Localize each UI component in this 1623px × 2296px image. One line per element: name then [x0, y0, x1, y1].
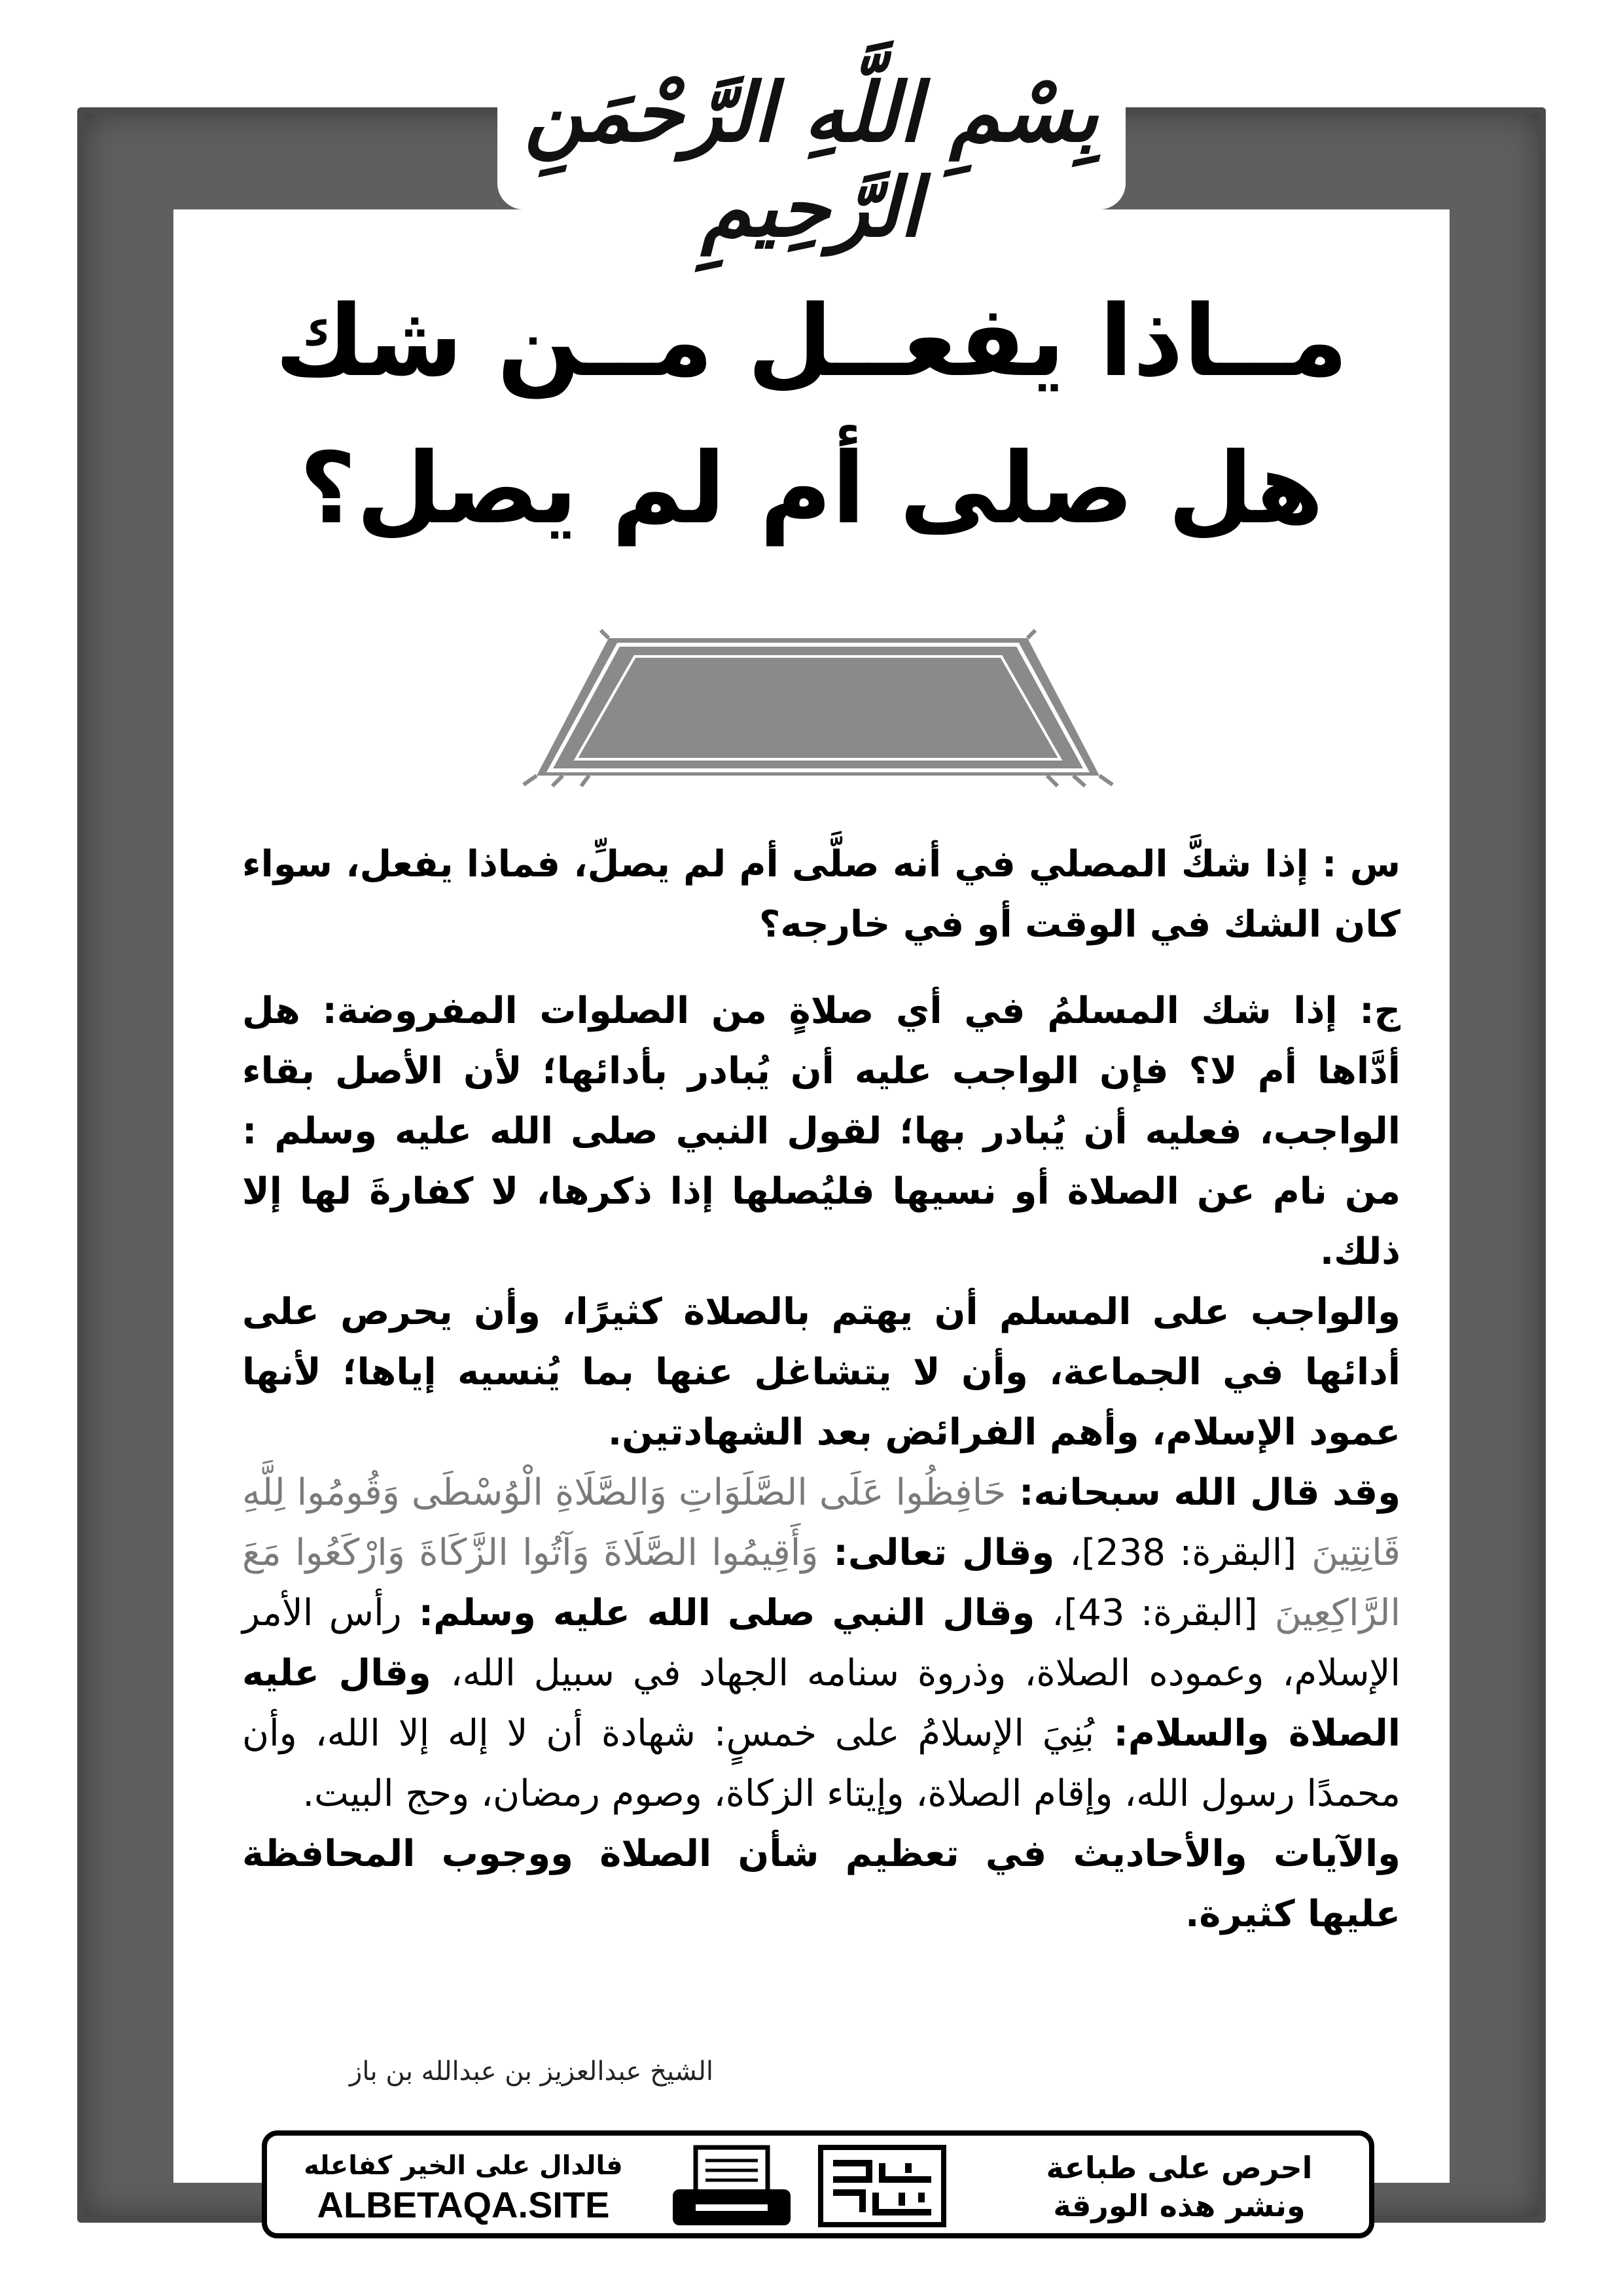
- answer-paragraph-1: [242, 981, 1400, 1282]
- logo-text: دعوة الورقة: [882, 2188, 885, 2189]
- footer-banner: [262, 2130, 1374, 2238]
- answer-text-1: إذا شك المسلمُ في أي صلاةٍ من الصلوات المفروضة: هل أدَّاها أم لا؟ فإن الواجب عليه أن يُبادر بأدائها؛ لأن الأصل بقاء الواجب، فعليه أن يُبادر بها؛ لقول النبي صلى الله عليه وسلم : من نام عن الصلاة أو نسيها فليُصلها إذا ذكرها، لا كفارةَ لها إلا ذلك.: [242, 990, 1400, 1273]
- title-line-1: مــاذا يفعــل مــن شك: [275, 285, 1348, 399]
- footer-note-line-2: ونشر هذه الورقة: [1053, 2188, 1306, 2223]
- prayer-rug-icon: [510, 625, 1126, 789]
- quote-intro: وقد قال الله سبحانه:: [1019, 1471, 1401, 1514]
- footer-slogan: فالدال على الخير كفاعله: [304, 2151, 623, 2181]
- question-paragraph: [242, 834, 1400, 955]
- article-body: [242, 834, 1400, 1945]
- answer-paragraph-2: والواجب على المسلم أن يهتم بالصلاة كثيرًا، وأن يحرص على أدائها في الجماعة، وأن لا يتشاغل عنها بما يُنسيه إياها؛ لأنها عمود الإسلام، وأهم الفرائض بعد الشهادتين.: [242, 1291, 1400, 1454]
- dawa-waraqa-logo-icon: [817, 2144, 948, 2229]
- footer-site-link[interactable]: ALBETAQA.SITE: [317, 2184, 610, 2225]
- footer-note-line-1: احرص على طباعة: [1046, 2150, 1313, 2185]
- printer-icon: [666, 2142, 797, 2231]
- question-text: إذا شكَّ المصلي في أنه صلَّى أم لم يصلِّ، فماذا يفعل، سواء كان الشك في الوقت أو في خارجه؟: [242, 843, 1400, 946]
- basmala-calligraphy: بِسْمِ اللَّهِ الرَّحْمَنِ الرَّحِيمِ: [524, 65, 1099, 255]
- verse-reference-2: [البقرة: 43]،: [1052, 1592, 1258, 1634]
- question-label: س :: [1322, 843, 1401, 886]
- hadith-text-1: رأس الأمر الإسلام، وعموده الصلاة، وذروة سنامه الجهاد في سبيل الله،: [242, 1592, 1400, 1695]
- answer-paragraph-3: [242, 1463, 1400, 1824]
- author-credit: الشيخ عبدالعزيز بن عبدالله بن باز: [349, 2056, 713, 2087]
- quran-verse-2: وَأَقِيمُوا الصَّلَاةَ وَآتُوا الزَّكَاةَ وَارْكَعُوا مَعَ الرَّاكِعِينَ: [242, 1532, 1401, 1634]
- quran-verse-1: حَافِظُوا عَلَى الصَّلَوَاتِ وَالصَّلَاةِ الْوُسْطَى وَقُومُوا لِلَّهِ قَانِتِينَ: [242, 1471, 1401, 1574]
- quote-intro-2: وقال تعالى:: [833, 1532, 1055, 1574]
- hadith-text-2: بُنِيَ الإسلامُ على خمسٍ: شهادة أن لا إله إلا الله، وأن محمدًا رسول الله، وإقام الصلاة، وإيتاء الزكاة، وصوم رمضان، وحج البيت.: [242, 1712, 1400, 1815]
- footer-site-block: [293, 2147, 633, 2226]
- hadith-intro-2: وقال عليه الصلاة والسلام:: [242, 1652, 1401, 1755]
- answer-label: ج:: [1359, 990, 1400, 1032]
- footer-print-note: [1016, 2149, 1343, 2225]
- page-title: [196, 268, 1427, 563]
- title-line-2: هل صلى أم لم يصل؟: [299, 432, 1324, 546]
- hadith-intro-1: وقال النبي صلى الله عليه وسلم:: [418, 1592, 1035, 1634]
- verse-reference-1: [البقرة: 238]،: [1069, 1532, 1297, 1574]
- answer-paragraph-4: والآيات والأحاديث في تعظيم شأن الصلاة ووجوب المحافظة عليها كثيرة.: [242, 1833, 1400, 1935]
